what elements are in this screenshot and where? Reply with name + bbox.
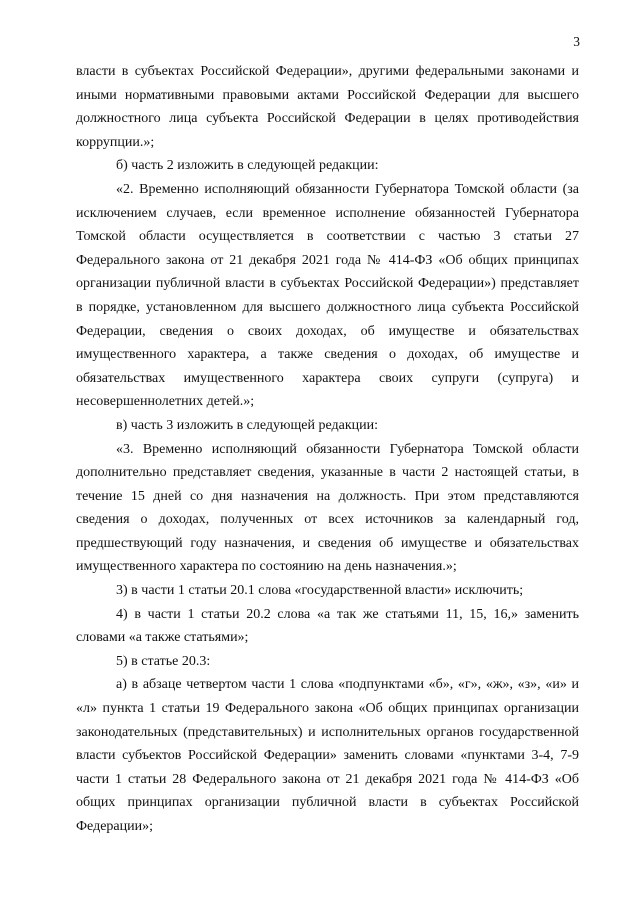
paragraph-item-5a: а) в абзаце четвертом части 1 слова «подпунктами «б», «г», «ж», «з», «и» и «л» пункта 1 статьи 19 Федерального закона «Об общих принципах организации законодательных (представительных) и исполнительных органов государственной власти субъектов Российской Федерации» заменить словами «пунктами 3-4, 7-9 части 1 статьи 28 Федерального закона от 21 декабря 2021 года № 414-ФЗ «Об общих принципах организации публичной власти в субъектах Российской Федерации»; xyxy=(76,677,579,834)
document-body xyxy=(76,60,579,839)
paragraph-item-4: 4) в части 1 статьи 20.2 слова «а так же статьями 11, 15, 16,» заменить словами «а также статьями»; xyxy=(76,606,579,646)
paragraph-part-2-heading: б) часть 2 изложить в следующей редакции: xyxy=(116,158,379,174)
paragraph-continuation: власти в субъектах Российской Федерации», другими федеральными законами и иными нормативными правовыми актами Российской Федерации для высшего должностного лица субъекта Российской Федерации в целях противодействия коррупции.»; xyxy=(76,64,579,150)
paragraph-part-3-heading: в) часть 3 изложить в следующей редакции: xyxy=(116,417,379,433)
paragraph-part-2-text: «2. Временно исполняющий обязанности Губернатора Томской области (за исключением случаев, если временное исполнение обязанностей Губернатора Томской области осуществляется в соответствии с частью 3 статьи 27 Федерального закона от 21 декабря 2021 года № 414-ФЗ «Об общих принципах организации публичной власти в субъектах Российской Федерации») представляет в порядке, установленном для высшего должностного лица субъекта Российской Федерации, сведения о своих доходах, об имуществе и обязательствах имущественного характера, а также сведения о доходах, об имуществе и обязательствах имущественного характера своих супруги (супруга) и несовершеннолетних детей.»; xyxy=(76,181,579,410)
paragraph-item-5: 5) в статье 20.3: xyxy=(116,653,211,669)
paragraph-part-3-text: «3. Временно исполняющий обязанности Губернатора Томской области дополнительно представляет сведения, указанные в части 2 настоящей статьи, в течение 15 дней со дня назначения на должность. При этом представляются сведения о доходах, полученных от всех источников за календарный год, предшествующий году назначения, и сведения об имуществе и обязательствах имущественного характера по состоянию на день назначения.»; xyxy=(76,441,579,575)
paragraph-item-3: 3) в части 1 статьи 20.1 слова «государственной власти» исключить; xyxy=(116,583,524,599)
page-number: 3 xyxy=(573,34,580,49)
